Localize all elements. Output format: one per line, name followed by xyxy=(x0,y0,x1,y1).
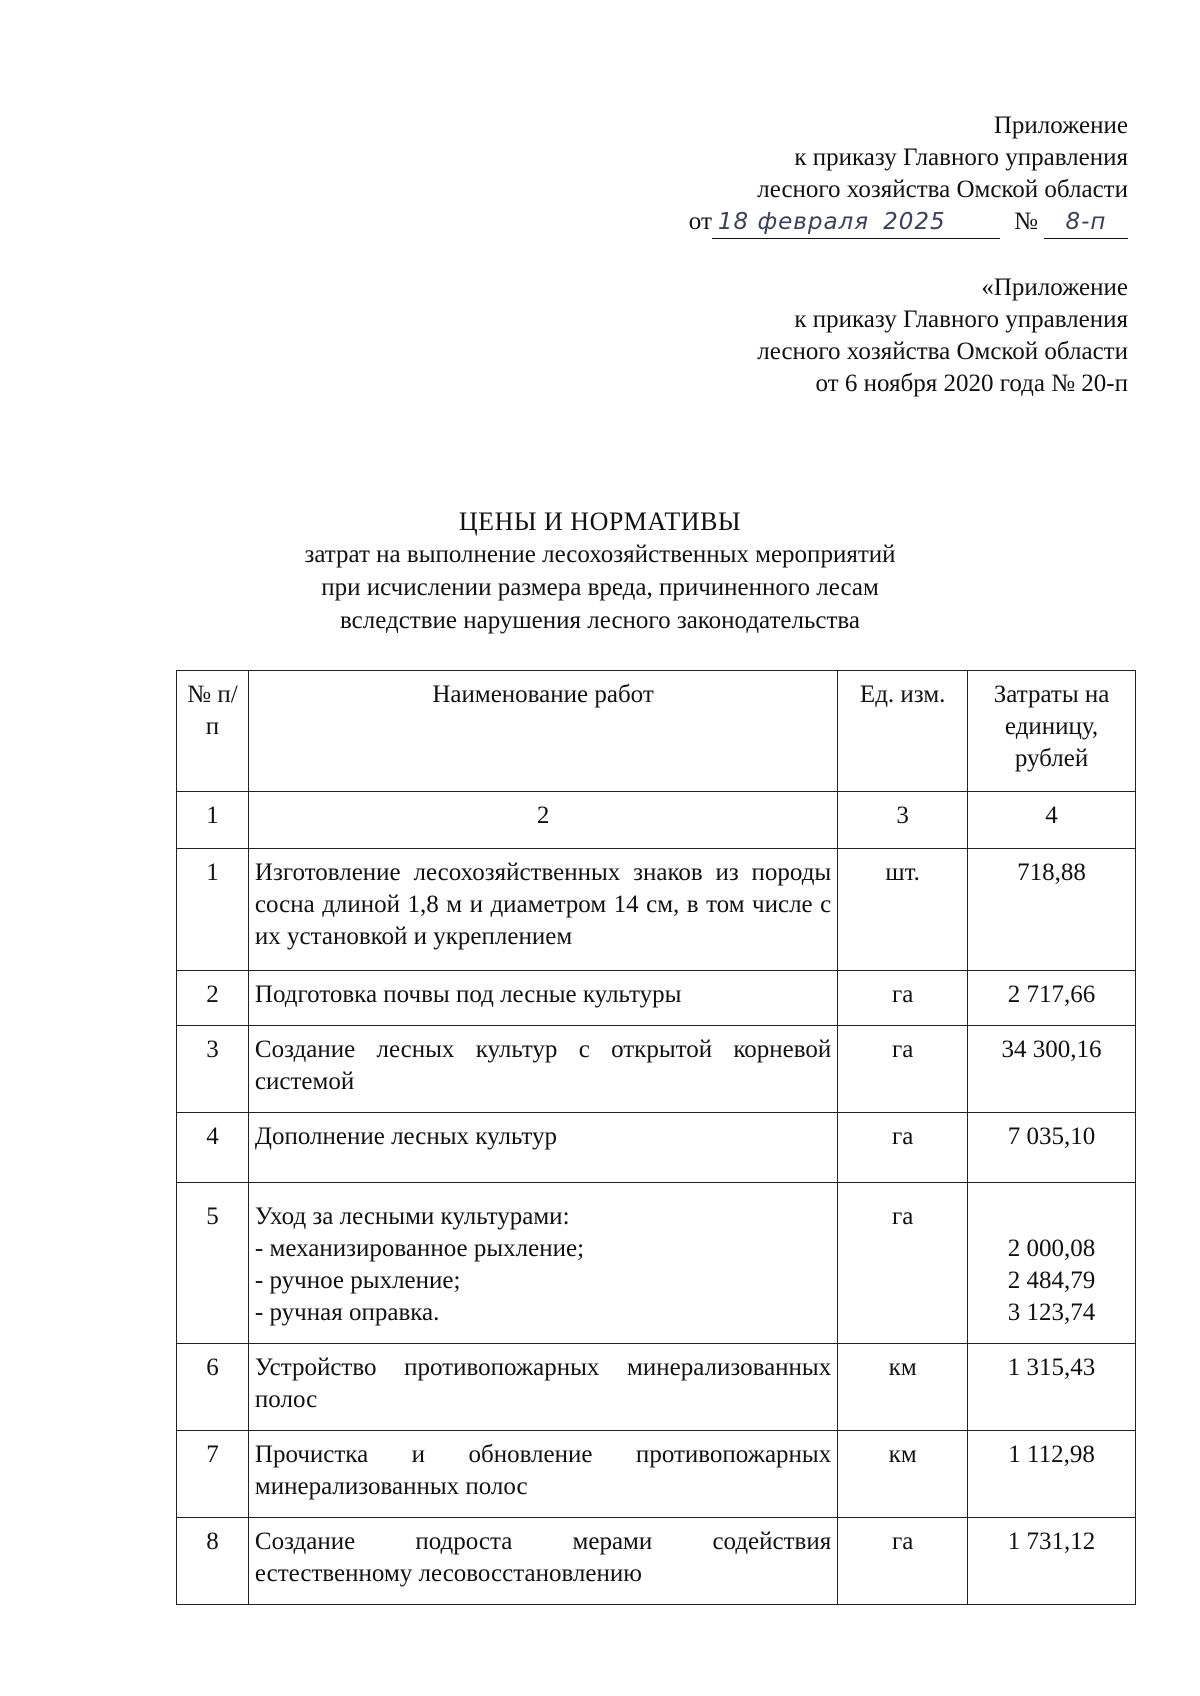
attachment-order-ref: к приказу Главного управления xyxy=(794,144,1128,171)
row-cost: 1 315,43 xyxy=(968,1344,1136,1431)
handwritten-number: 8-п xyxy=(1044,206,1128,239)
row-unit: км xyxy=(838,1344,968,1431)
attachment-header-old xyxy=(757,272,1128,400)
costs-table xyxy=(176,670,1136,1605)
table-row xyxy=(177,1183,1136,1344)
row-name: Уход за лесными культурами: xyxy=(254,1203,570,1230)
row-subitem: - ручная оправка. xyxy=(254,1299,440,1326)
row-cost: 1 112,98 xyxy=(968,1431,1136,1518)
row-cost: 2 717,66 xyxy=(968,971,1136,1026)
row-name: Изготовление лесохозяйственных знаков из породы сосна длиной 1,8 м и диаметром 14 см, в том числе с их установкой и укреплением xyxy=(248,849,837,971)
header-cost: Затраты на единицу, рублей xyxy=(968,671,1136,792)
table-row xyxy=(177,1518,1136,1605)
row-num: 1 xyxy=(177,849,249,971)
old-attachment-org: лесного хозяйства Омской области xyxy=(757,338,1128,365)
document-subtitle-2: при исчислении размера вреда, причиненного лесам xyxy=(321,574,879,601)
old-attachment-title: «Приложение xyxy=(981,274,1128,301)
row-name: Подготовка почвы под лесные культуры xyxy=(248,971,837,1026)
row-cost-group xyxy=(968,1183,1136,1344)
row-unit: га xyxy=(838,1518,968,1605)
header-name: Наименование работ xyxy=(248,671,837,792)
row-unit: км xyxy=(838,1431,968,1518)
attachment-signature-row xyxy=(689,206,1128,239)
column-index: 1 xyxy=(177,792,249,849)
table-row xyxy=(177,1431,1136,1518)
row-subitem: - механизированное рыхление; xyxy=(254,1235,585,1262)
row-num: 2 xyxy=(177,971,249,1026)
row-name: Устройство противопожарных минерализованных полос xyxy=(248,1344,837,1431)
table-row xyxy=(177,1113,1136,1183)
row-subitem: - ручное рыхление; xyxy=(254,1267,461,1294)
row-cost: 34 300,16 xyxy=(968,1026,1136,1113)
row-num: 5 xyxy=(177,1183,249,1344)
row-cost: 718,88 xyxy=(968,849,1136,971)
row-cost: 7 035,10 xyxy=(968,1113,1136,1183)
row-unit: шт. xyxy=(838,849,968,971)
handwritten-date-field xyxy=(712,206,1000,239)
column-index: 2 xyxy=(248,792,837,849)
row-cost: 1 731,12 xyxy=(968,1518,1136,1605)
header-unit: Ед. изм. xyxy=(838,671,968,792)
column-index: 4 xyxy=(968,792,1136,849)
row-num: 4 xyxy=(177,1113,249,1183)
row-name: Прочистка и обновление противопожарных минерализованных полос xyxy=(248,1431,837,1518)
handwritten-date: 18 февраля xyxy=(717,209,870,235)
table-row xyxy=(177,1026,1136,1113)
row-num: 6 xyxy=(177,1344,249,1431)
handwritten-year: 2025 xyxy=(883,209,946,235)
column-index: 3 xyxy=(838,792,968,849)
attachment-org: лесного хозяйства Омской области xyxy=(757,176,1128,203)
row-unit: га xyxy=(838,1183,968,1344)
old-attachment-order-ref: к приказу Главного управления xyxy=(794,306,1128,333)
attachment-title: Приложение xyxy=(993,112,1128,139)
row-name: Создание подроста мерами содействия естественному лесовосстановлению xyxy=(248,1518,837,1605)
row-unit: га xyxy=(838,1026,968,1113)
document-title: ЦЕНЫ И НОРМАТИВЫ xyxy=(458,507,742,536)
number-label: № xyxy=(1014,208,1038,235)
table-header-row xyxy=(177,671,1136,792)
document-subtitle-3: вследствие нарушения лесного законодательства xyxy=(340,607,860,634)
document-subtitle-1: затрат на выполнение лесохозяйственных мероприятий xyxy=(304,541,896,568)
row-num: 3 xyxy=(177,1026,249,1113)
row-unit: га xyxy=(838,1113,968,1183)
row-name: Дополнение лесных культур xyxy=(248,1113,837,1183)
column-index-row xyxy=(177,792,1136,849)
row-cost: 2 000,08 xyxy=(1007,1235,1096,1262)
row-cost: 2 484,79 xyxy=(1007,1267,1096,1294)
row-num: 8 xyxy=(177,1518,249,1605)
table-row xyxy=(177,849,1136,971)
row-name-group xyxy=(248,1183,837,1344)
attachment-header-new xyxy=(689,110,1128,239)
row-name: Создание лесных культур с открытой корневой системой xyxy=(248,1026,837,1113)
row-num: 7 xyxy=(177,1431,249,1518)
table-row xyxy=(177,971,1136,1026)
from-label: от xyxy=(688,208,712,235)
table-row xyxy=(177,1344,1136,1431)
document-title-block xyxy=(0,505,1200,637)
header-num: № п/п xyxy=(177,671,249,792)
row-cost: 3 123,74 xyxy=(1007,1299,1096,1326)
old-attachment-date: от 6 ноября 2020 года № 20-п xyxy=(815,370,1128,397)
row-unit: га xyxy=(838,971,968,1026)
